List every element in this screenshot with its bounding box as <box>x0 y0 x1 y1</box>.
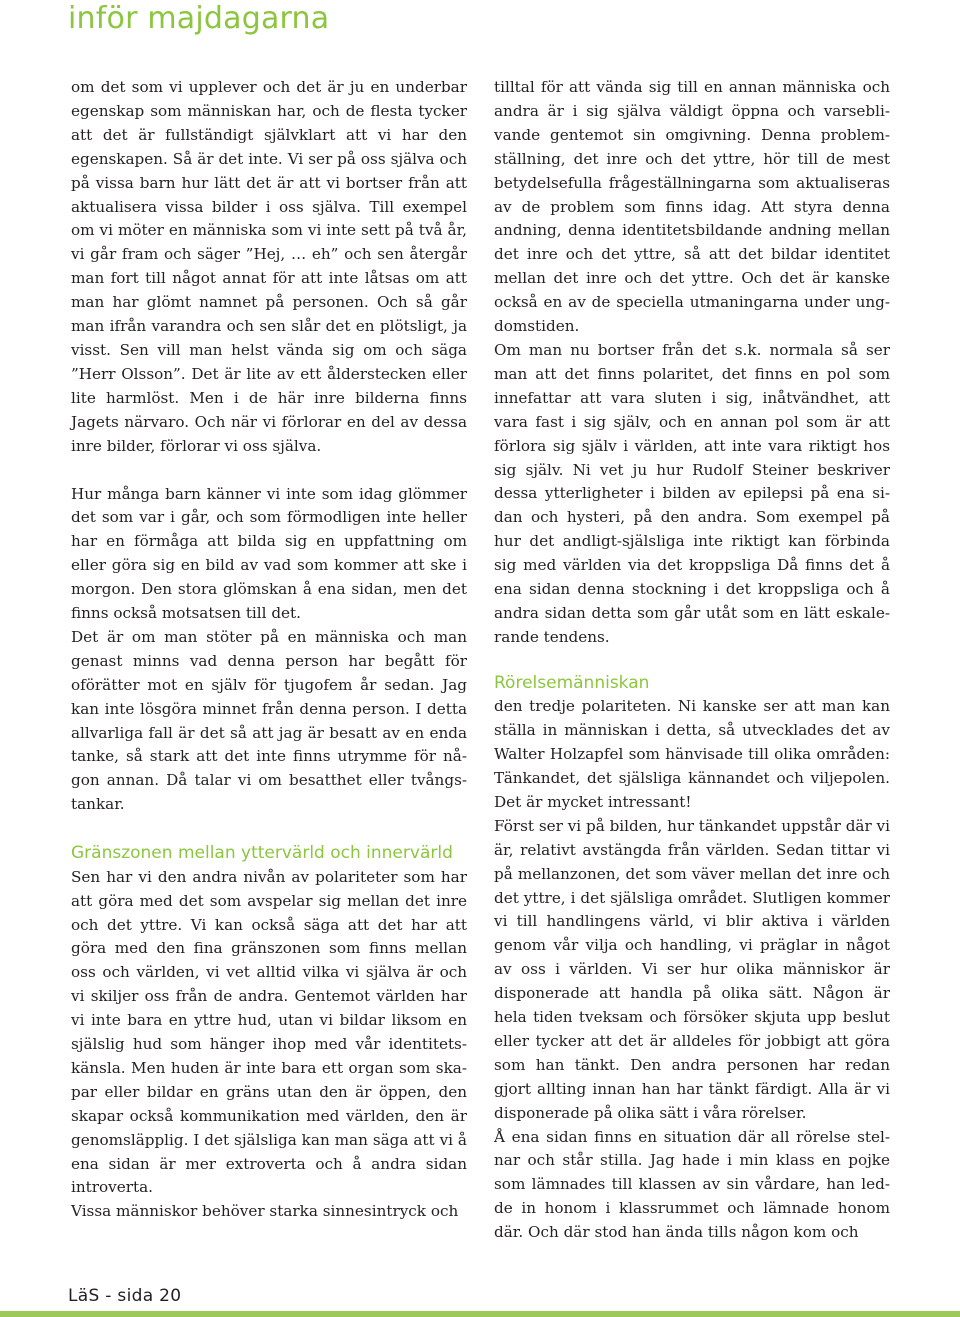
body-paragraph: den tredje polariteten. Ni kanske ser att man kan ställa in människan i detta, så utvecklades det av Walter Holzapfel som hänvisade till olika områden: Tänkandet, det själsliga kännandet och viljepolen. Det är mycket intressant! <box>494 697 890 811</box>
right-text-column <box>494 76 890 1245</box>
page-section-title: inför majdagarna <box>68 1 330 36</box>
section-heading-rorelsemanniskan: Rörelsemänniskan <box>494 672 650 693</box>
body-paragraph: Först ser vi på bilden, hur tänkandet uppstår där vi är, relativt avstängda från världen. Sedan tittar vi på mellanzonen, det som väver mellan det inre och det yttre, i det själsliga området. Slutligen kommer vi till handlingens värld, vi blir aktiva i världen genom vår vilja och handling, vi präglar in något av oss i världen. Vi ser hur olika människor är disponerade att handla på olika sätt. Någon är hela tiden tveksam och försöker skjuta upp beslut eller tycker att det är alldeles för jobbigt att göra som han tänkt. Den andra personen har redan gjort allting innan han har tänkt färdigt. Alla är vi disponerade på olika sätt i våra rörelser. <box>494 816 890 1122</box>
body-paragraph: Vissa människor behöver starka sinnesintryck och <box>71 1202 459 1221</box>
body-paragraph: Sen har vi den andra nivån av polariteter som har att göra med det som avspelar sig mellan det inre och det yttre. Vi kan också säga att det har att göra med den fina gränszonen som finns mellan oss och världen, vi vet alltid vilka vi själva är och vi skiljer oss från de andra. Gentemot världen har vi inte bara en yttre hud, utan vi bildar liksom en själslig hud som hänger ihop med vår identitetskänsla. Men huden är inte bara ett organ som skapar eller bildar en gräns utan den är öppen, den skapar också kommunikation med världen, den är genomsläpplig. I det själsliga kan man säga att vi å ena sidan är mer extroverta och å andra sidan introverta. <box>71 867 467 1197</box>
body-paragraph: tilltal för att vända sig till en annan människa och andra är i sig själva väldigt öppna och varseblivande gentemot sin omgivning. Denna problemställning, det inre och det yttre, hör till de mest betydelsefulla frågeställningarna som aktualiseras av de problem som finns idag. Att styra denna andning, denna identitetsbildande andning mellan det inre och det yttre, så att det bildar identitet mellan det inre och det yttre. Och det är kanske också en av de speciella utmaningarna under ungdomstiden. <box>494 78 890 336</box>
page-number-label: LäS - sida 20 <box>68 1286 182 1306</box>
section-heading-granszonen: Gränszonen mellan yttervärld och innervärld <box>71 843 453 864</box>
body-paragraph: om det som vi upplever och det är ju en underbar egenskap som människan har, och de flesta tycker att det är fullständigt självklart att vi har den egenskapen. Så är det inte. Vi ser på oss själva och på vissa barn hur lätt det är att vi bortser från att aktualisera vissa bilder i oss själva. Till exempel om vi möter en människa som vi inte sett på två år, vi går fram och säger ”Hej, … eh” och sen återgår man fort till något annat för att inte låtsas om att man har glömt namnet på personen. Och så går man ifrån varandra och sen slår det en plötsligt, ja visst. Sen vill man helst vända sig om och säga ”Herr Olsson”. Det är lite av ett ålderstecken eller lite harmlöst. Men i de här inre bilderna finns Jagets närvaro. Och när vi förlorar en del av dessa inre bilder, förlorar vi oss själva. <box>71 78 467 455</box>
body-paragraph: Om man nu bortser från det s.k. normala så ser man att det finns polaritet, det finns en pol som innefattar att vara sluten i sig, inåtvändhet, att vara fast i sig själv, och en annan pol som är att förlora sig själv i världen, att inte vara riktigt hos sig själv. Ni vet ju hur Rudolf Steiner beskriver dessa ytterligheter i bilden av epilepsi på ena sidan och hysteri, på den andra. Som exempel på hur det andligt-själsliga inte riktigt kan förbinda sig med världen via det kroppsliga Då finns det å ena sidan denna stockning i det kroppsliga och å andra sidan detta som går utåt som en lätt eskalerande tendens. <box>494 340 890 646</box>
body-paragraph: Å ena sidan finns en situation där all rörelse stelnar och står stilla. Jag hade i min klass en pojke som lämnades till klassen av sin vårdare, han ledde in honom i klassrummet och lämnade honom där. Och där stod han ända tills någon kom och <box>494 1127 890 1242</box>
left-text-column <box>71 76 467 1224</box>
body-paragraph: Det är om man stöter på en människa och man genast minns vad denna person har begått för oförätter mot en själv för tjugofem år sedan. Jag kan inte lösgöra minnet från denna person. I detta allvarliga fall är det så att jag är besatt av en enda tanke, så stark att det inte finns utrymme för någon annan. Då talar vi om besatthet eller tvångstankar. <box>71 627 467 814</box>
body-paragraph: Hur många barn känner vi inte som idag glömmer det som var i går, och som förmodligen inte heller har en förmåga att bilda sig en uppfattning om eller göra sig en bild av vad som kommer att ske i morgon. Den stora glömskan å ena sidan, men det finns också motsatsen till det. <box>71 484 467 623</box>
footer-accent-bar <box>0 1311 960 1317</box>
